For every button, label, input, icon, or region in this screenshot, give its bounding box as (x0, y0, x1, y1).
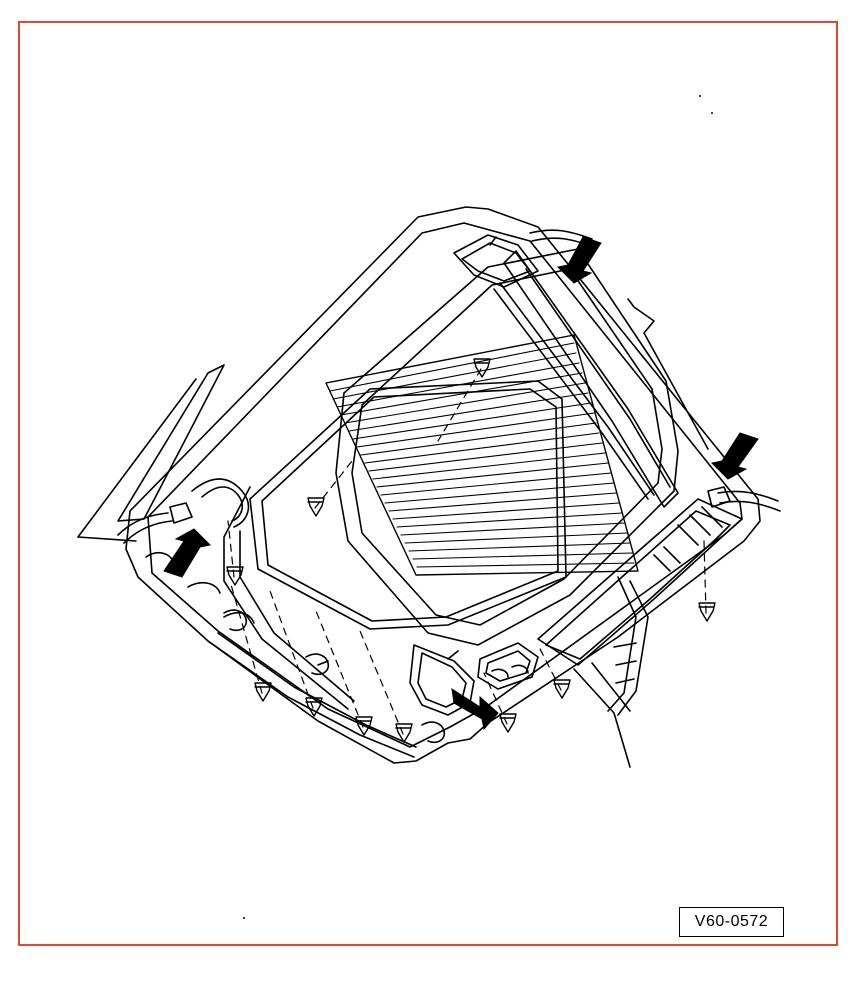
figure-id-box (679, 907, 784, 937)
figure-id-label: V60-0572 (694, 913, 769, 930)
speck-mark (243, 917, 245, 919)
speck-mark (699, 95, 701, 97)
technical-diagram (18, 21, 838, 946)
speck-mark (711, 112, 713, 114)
